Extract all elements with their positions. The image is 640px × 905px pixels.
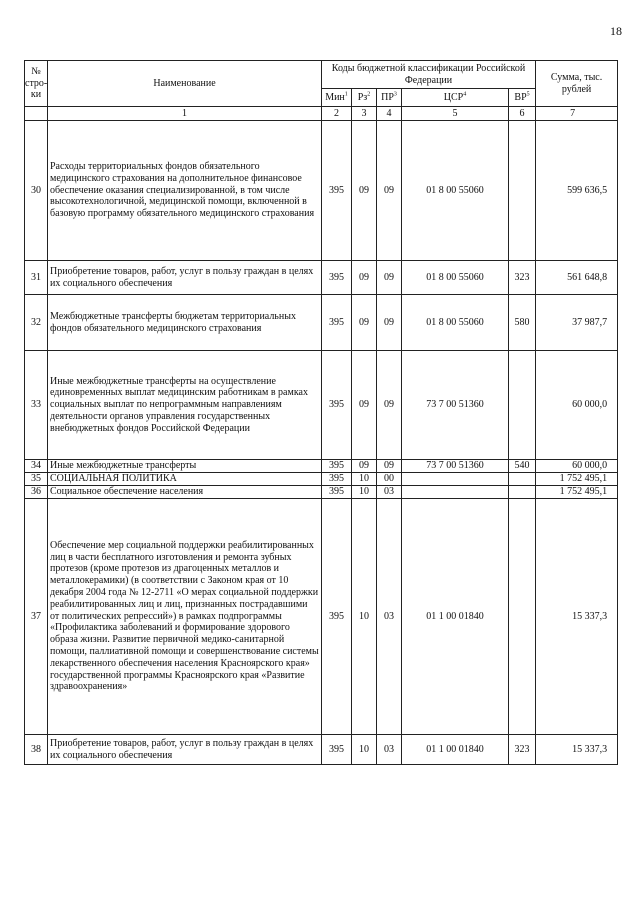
- row-rz: 10: [352, 735, 377, 765]
- row-vr: 540: [509, 460, 536, 473]
- row-csr: [402, 486, 509, 499]
- row-name: Приобретение товаров, работ, услуг в пользу граждан в целях их социального обеспечения: [48, 261, 322, 295]
- table-row: [25, 486, 618, 499]
- row-sum: 1 752 495,1: [536, 486, 618, 499]
- row-vr: [509, 486, 536, 499]
- row-rz: 09: [352, 261, 377, 295]
- row-pr: 09: [377, 295, 402, 351]
- header-rz: $Рз^2$: [352, 89, 377, 107]
- header-sum: Сумма, тыс. рублей: [536, 61, 618, 107]
- row-number: 33: [25, 351, 48, 460]
- table-row: [25, 460, 618, 473]
- row-vr: [509, 499, 536, 735]
- row-pr: 03: [377, 486, 402, 499]
- row-min: 395: [322, 499, 352, 735]
- row-vr: 323: [509, 735, 536, 765]
- row-number: 34: [25, 460, 48, 473]
- col-number: [25, 107, 48, 121]
- row-rz: 09: [352, 295, 377, 351]
- row-csr: 01 8 00 55060: [402, 295, 509, 351]
- row-pr: 09: [377, 351, 402, 460]
- row-csr: 73 7 00 51360: [402, 460, 509, 473]
- row-number: 32: [25, 295, 48, 351]
- row-sum: 15 337,3: [536, 499, 618, 735]
- header-vr: $ВР^5$: [509, 89, 536, 107]
- row-sum: 561 648,8: [536, 261, 618, 295]
- header-pr: $ПР^3$: [377, 89, 402, 107]
- row-min: 395: [322, 121, 352, 261]
- header-name: Наименование: [48, 61, 322, 107]
- col-number: 4: [377, 107, 402, 121]
- table-row: [25, 295, 618, 351]
- row-vr: [509, 473, 536, 486]
- row-pr: 03: [377, 499, 402, 735]
- row-pr: 09: [377, 261, 402, 295]
- row-name: Обеспечение мер социальной поддержки реабилитированных лиц в части бесплатного изготовления и ремонта зубных протезов (кроме протезов из драгоценных металлов и металлокерамики) (в соответствии с Законом края от 10 декабря 2004 года № 12-2711 «О мерах социальной поддержки реабилитированных лиц и лиц, признанных пострадавшими от политических репрессий») в рамках подпрограммы «Профилактика заболеваний и формирование здорового образа жизни. Развитие первичной медико-санитарной помощи, паллиативной помощи и совершенствование системы лекарственного обеспечения населения Красноярского края» государственной программы Красноярского края «Развитие здравоохранения»: [48, 499, 322, 735]
- row-csr: [402, 473, 509, 486]
- row-sum: 60 000,0: [536, 460, 618, 473]
- row-rz: 09: [352, 121, 377, 261]
- row-number: 38: [25, 735, 48, 765]
- row-name: Иные межбюджетные трансферты: [48, 460, 322, 473]
- row-csr: 01 1 00 01840: [402, 735, 509, 765]
- row-csr: 01 8 00 55060: [402, 121, 509, 261]
- row-pr: 09: [377, 460, 402, 473]
- col-number: 7: [536, 107, 618, 121]
- row-rz: 09: [352, 351, 377, 460]
- row-sum: 1 752 495,1: [536, 473, 618, 486]
- header-min: Мин$^1$: [322, 89, 352, 107]
- row-sum: 599 636,5: [536, 121, 618, 261]
- row-vr: [509, 121, 536, 261]
- row-sum: 15 337,3: [536, 735, 618, 765]
- column-number-row: [25, 107, 618, 121]
- row-rz: 10: [352, 486, 377, 499]
- row-rz: 10: [352, 499, 377, 735]
- page-number: 18: [610, 24, 622, 38]
- row-min: 395: [322, 261, 352, 295]
- budget-table: [24, 60, 618, 765]
- row-name: Приобретение товаров, работ, услуг в пользу граждан в целях их социального обеспечения: [48, 735, 322, 765]
- row-name: Социальное обеспечение населения: [48, 486, 322, 499]
- row-number: 31: [25, 261, 48, 295]
- row-csr: 01 8 00 55060: [402, 261, 509, 295]
- col-number: 1: [48, 107, 322, 121]
- row-number: 36: [25, 486, 48, 499]
- table-row: [25, 261, 618, 295]
- row-vr: 323: [509, 261, 536, 295]
- table-row: [25, 735, 618, 765]
- row-number: 30: [25, 121, 48, 261]
- row-min: 395: [322, 351, 352, 460]
- row-pr: 09: [377, 121, 402, 261]
- row-name: Межбюджетные трансферты бюджетам территориальных фондов обязательного медицинского страхования: [48, 295, 322, 351]
- table-row: [25, 351, 618, 460]
- row-csr: 01 1 00 01840: [402, 499, 509, 735]
- row-min: 395: [322, 473, 352, 486]
- table-row: [25, 121, 618, 261]
- row-number: 37: [25, 499, 48, 735]
- row-name: Расходы территориальных фондов обязательного медицинского страхования на дополнительное финансовое обеспечение оказания специализированной, в том числе высокотехнологичной, медицинской помощи, включенной в базовую программу обязательного медицинского страхования: [48, 121, 322, 261]
- row-number: 35: [25, 473, 48, 486]
- row-name: Иные межбюджетные трансферты на осуществление единовременных выплат медицинским работникам в рамках социальных выплат по непрограммным направлениям деятельности органов управления государственных внебюджетных фондов Российской Федерации: [48, 351, 322, 460]
- col-number: 5: [402, 107, 509, 121]
- header-num: № стро-ки: [25, 61, 48, 107]
- row-sum: 37 987,7: [536, 295, 618, 351]
- row-vr: 580: [509, 295, 536, 351]
- row-min: 395: [322, 460, 352, 473]
- col-number: 2: [322, 107, 352, 121]
- row-min: 395: [322, 295, 352, 351]
- header-csr: ЦСР$^4$: [402, 89, 509, 107]
- col-number: 3: [352, 107, 377, 121]
- col-number: 6: [509, 107, 536, 121]
- table-row: [25, 473, 618, 486]
- row-sum: 60 000,0: [536, 351, 618, 460]
- table-body: [25, 121, 618, 765]
- row-name: СОЦИАЛЬНАЯ ПОЛИТИКА: [48, 473, 322, 486]
- row-pr: 00: [377, 473, 402, 486]
- row-csr: 73 7 00 51360: [402, 351, 509, 460]
- row-min: 395: [322, 735, 352, 765]
- table-row: [25, 499, 618, 735]
- row-pr: 03: [377, 735, 402, 765]
- row-rz: 09: [352, 460, 377, 473]
- header-codes: Коды бюджетной классификации Российской Федерации: [322, 61, 536, 89]
- row-rz: 10: [352, 473, 377, 486]
- row-min: 395: [322, 486, 352, 499]
- row-vr: [509, 351, 536, 460]
